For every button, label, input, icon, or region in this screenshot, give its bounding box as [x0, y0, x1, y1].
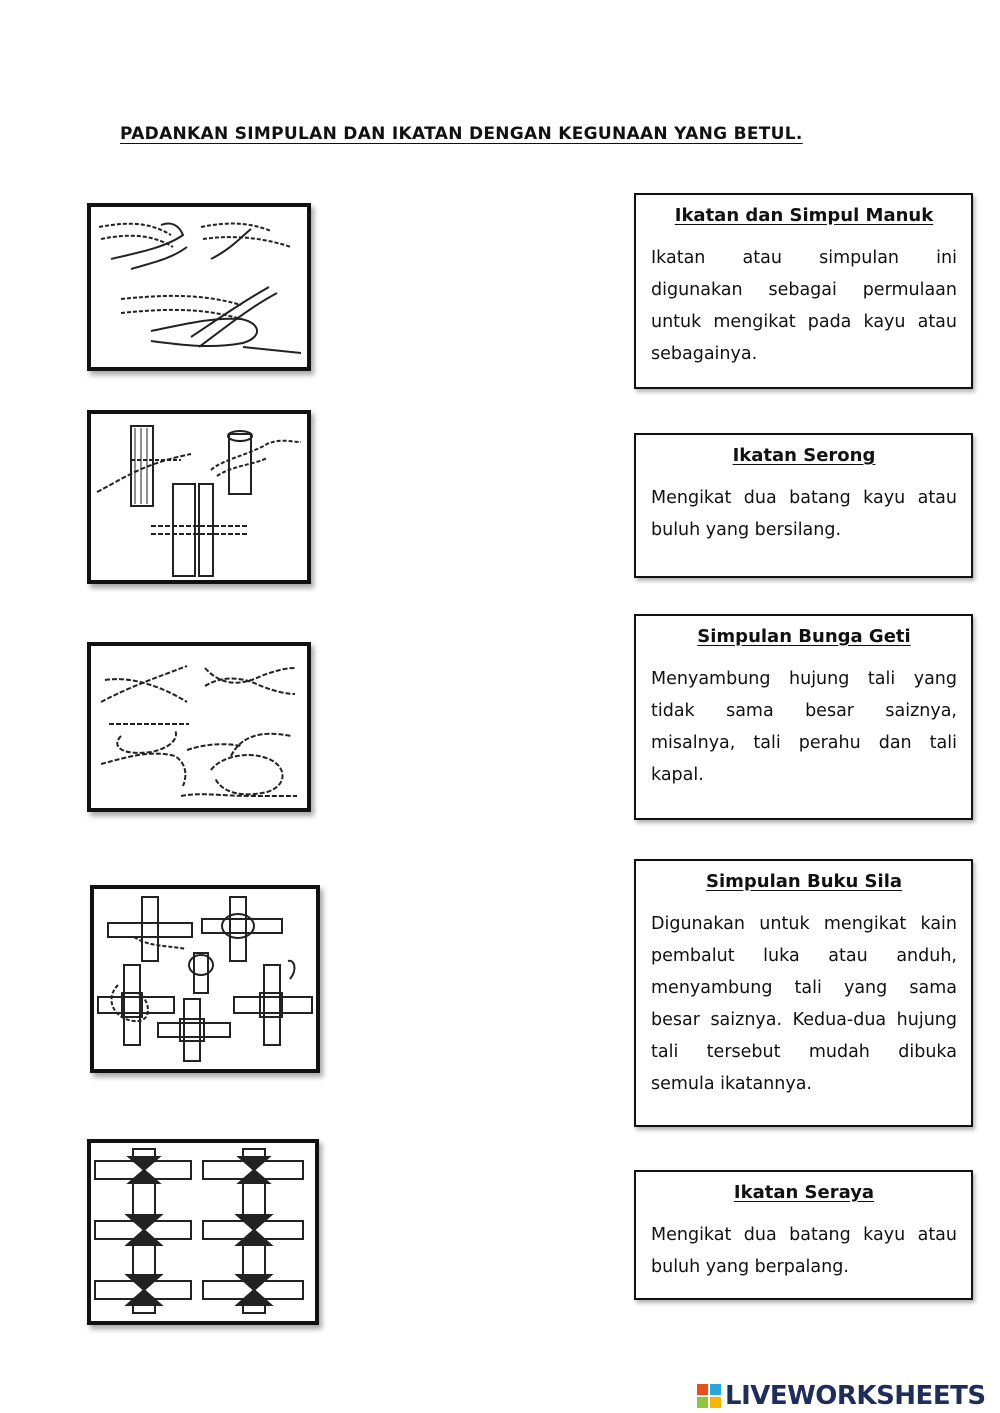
card-heading: Simpulan Buku Sila	[705, 871, 903, 892]
clove-hitch-icon	[91, 414, 307, 580]
card-heading: Ikatan Seraya	[733, 1182, 875, 1203]
card-heading: Ikatan Serong	[732, 445, 876, 466]
card-text: Mengikat dua batang kayu atau buluh yang bersilang.	[651, 488, 957, 540]
square-lashing-icon	[94, 889, 316, 1069]
liveworksheets-logo-icon	[697, 1384, 721, 1408]
knot-image-1[interactable]	[87, 203, 311, 371]
liveworksheets-logo	[697, 1379, 986, 1413]
figure-eight-lashing-icon	[91, 1143, 315, 1321]
definition-card-3[interactable]	[634, 614, 973, 820]
page-title: PADANKAN SIMPULAN DAN IKATAN DENGAN KEGUNAAN YANG BETUL.	[120, 124, 803, 144]
card-text: Mengikat dua batang kayu atau buluh yang berpalang.	[651, 1225, 957, 1277]
definition-card-4[interactable]	[634, 859, 973, 1127]
definition-card-2[interactable]	[634, 433, 973, 578]
card-text: Digunakan untuk mengikat kain pembalut luka atau anduh, menyambung tali yang sama besar saiznya. Kedua-dua hujung tali tersebut mudah dibuka semula ikatannya.	[651, 914, 957, 1094]
brand-name: LIVEWORKSHEETS	[725, 1381, 986, 1411]
card-heading: Ikatan dan Simpul Manuk	[674, 205, 934, 226]
knot-image-2[interactable]	[87, 410, 311, 584]
card-heading: Simpulan Bunga Geti	[697, 626, 911, 647]
rope-bend-icon	[91, 207, 307, 367]
knot-image-4[interactable]	[90, 885, 320, 1073]
definition-card-1[interactable]	[634, 193, 973, 389]
definition-card-5[interactable]	[634, 1170, 973, 1300]
card-text: Ikatan atau simpulan ini digunakan sebagai permulaan untuk mengikat pada kayu atau sebagainya.	[651, 248, 957, 364]
card-text: Menyambung hujung tali yang tidak sama besar saiznya, misalnya, tali perahu dan tali kapal.	[651, 669, 957, 785]
knot-image-5[interactable]	[87, 1139, 319, 1325]
reef-knot-icon	[91, 646, 307, 808]
knot-image-3[interactable]	[87, 642, 311, 812]
